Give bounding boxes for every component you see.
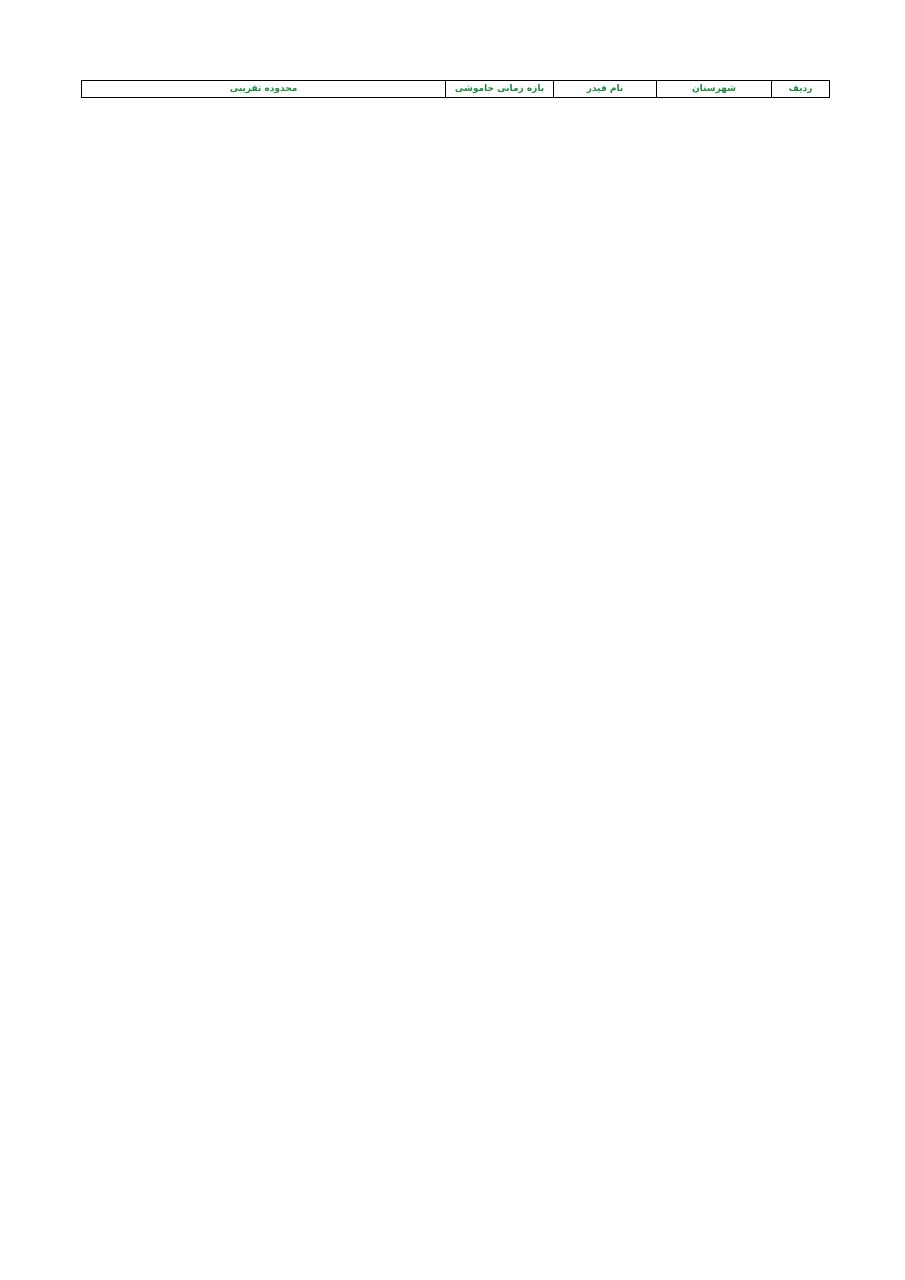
header-city: شهرستان [657, 81, 772, 98]
outage-table [81, 80, 830, 98]
header-area: محدوده تقریبی [82, 81, 446, 98]
header-time: بازه زمانی خاموشی [446, 81, 554, 98]
outage-table-container [82, 80, 830, 98]
header-feeder: نام فیدر [554, 81, 657, 98]
header-radif: ردیف [772, 81, 830, 98]
table-header-row [82, 81, 830, 98]
